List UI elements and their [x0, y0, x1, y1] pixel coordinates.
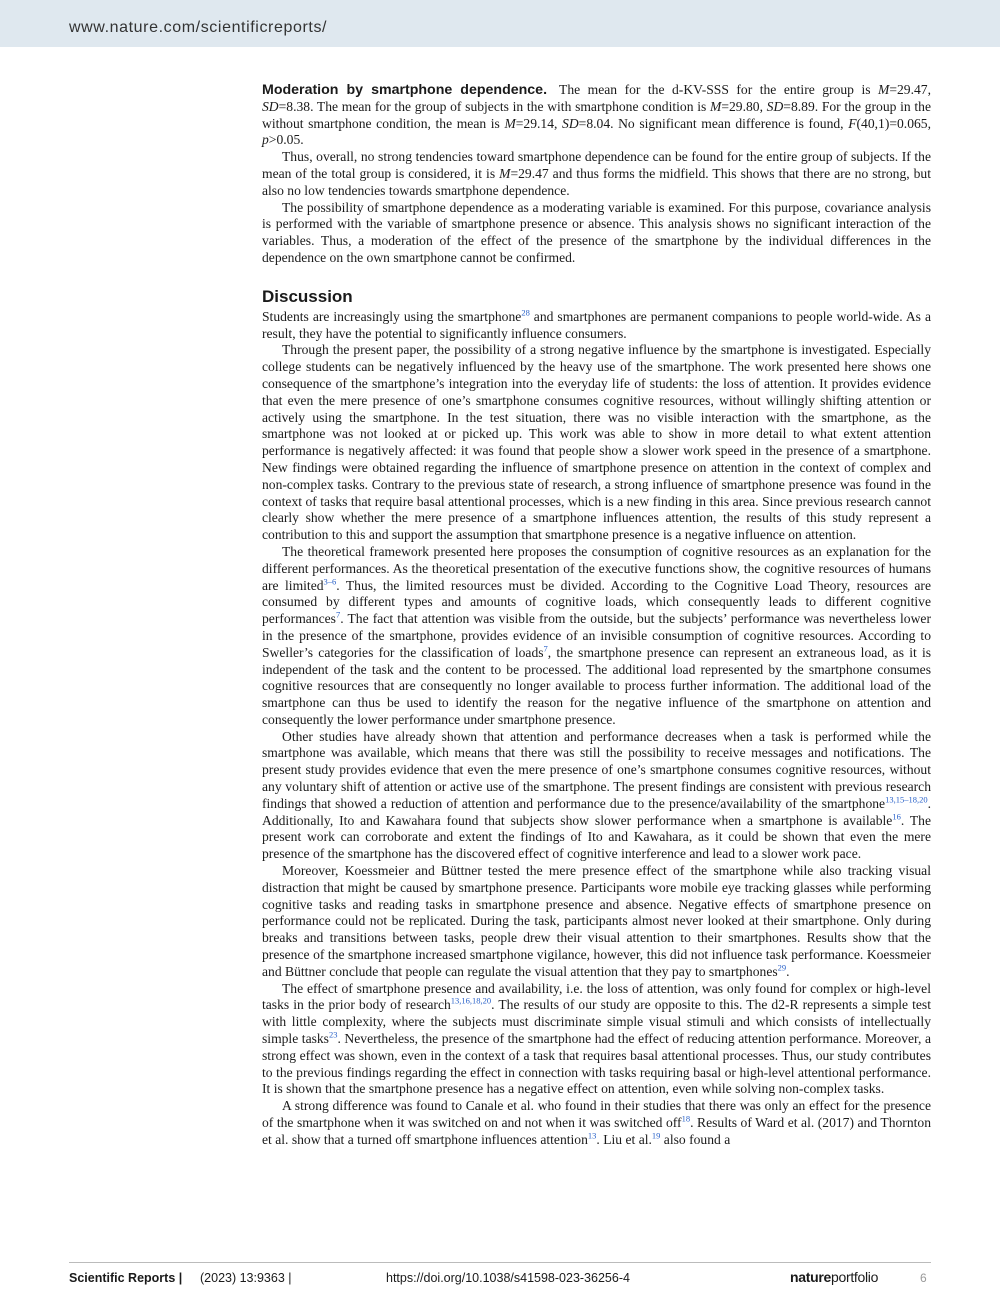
- article-body: [262, 82, 931, 1149]
- discussion-paragraph-6: The effect of smartphone presence and availability, i.e. the loss of attention, was only found for complex or high-level tasks in the prior body of research$^{13,16,18,20}$. The results of our study are opposite to this. The d2-R represents a simple test with little complexity, where the subjects must discriminate simple visual stimuli and which consists of intellectually simple tasks$^{23}$. Nevertheless, the presence of the smartphone had the effect of reducing attention performance. Moreover, a strong effect was shown, even in the context of a task that requires basal attentional processes. Thus, our study contributes to the previous findings regarding the effect in connection with tasks requiring basal or high-level attentional performance. It is shown that the smartphone presence has a negative effect on attention, even while solving non-complex tasks.: [262, 980, 931, 1097]
- journal-url[interactable]: www.nature.com/scientificreports/: [69, 19, 328, 36]
- moderation-paragraph-1: Moderation by smartphone dependence. The mean for the d-KV-SSS for the entire group is M=29.47, SD=8.38. The mean for the group of subjects in the with smartphone condition is M=29.80, SD=8.89. For the group in the without smartphone condition, the mean is M=29.14, SD=8.04. No significant mean difference is found, F(40,1)=0.065, p>0.05.: [262, 82, 931, 148]
- citation-link[interactable]: 13,16,18,20: [450, 995, 492, 1006]
- discussion-paragraph-4: Other studies have already shown that attention and performance decreases when a task is performed while the smartphone was available, which means that there was still the possibility to receive messages and notifications. The present study provides evidence that even the mere presence of one’s smartphone consumes cognitive resources, without any voluntary shift of attention or active use of the smartphone. The present findings are consistent with previous research findings that showed a reduction of attention and performance due to the presence/availability of the smartphone$^{13,15-18,20}$. Additionally, Ito and Kawahara found that subjects show slower performance when a smartphone is available$^{16}$. The present work can corroborate and extent the findings of Ito and Kawahara, as it could be shown that even the mere presence of the smartphone has the discovered effect of cognitive interference and lead to a slower work pace.: [262, 728, 932, 862]
- citation-link[interactable]: 16: [892, 811, 901, 822]
- footer-doi-link[interactable]: https://doi.org/10.1038/s41598-023-36256-4: [386, 1271, 630, 1285]
- moderation-paragraph-2: Thus, overall, no strong tendencies toward smartphone dependence can be found for the entire group of subjects. If the mean of the total group is considered, it is M=29.47 and thus forms the midfield. This shows that there are no strong, but also no low tendencies towards smartphone dependence.: [262, 149, 931, 198]
- discussion-paragraph-3: The theoretical framework presented here proposes the consumption of cognitive resources as an explanation for the different performances. As the theoretical presentation of the executive functions show, the cognitive resources of humans are limited$^{3-6}$. Thus, the limited resources must be divided. According to the Cognitive Load Theory, resources are consumed by different types and amounts of cognitive loads, which consequently leads to different cognitive performances$^7$. The fact that attention was visible from the outside, but the subjects’ performance was nevertheless lower in the presence of the smartphone, provides evidence of an invisible consumption of cognitive resources. According to Sweller’s categories for the classification of loads$^7$, the smartphone presence can represent an extraneous load, as it is independent of the task and the content to be processed. The additional load represented by the smartphone consumes cognitive resources that are consequently no longer available to process further information. The additional load of the smartphone can thus be used to identify the reason for the negative influence of the smartphone on attention and consequently the lower performance under smartphone presence.: [262, 543, 932, 727]
- journal-header-bar: [0, 0, 1000, 47]
- footer-journal: Scientific Reports |: [69, 1271, 183, 1285]
- footer-divider: [69, 1262, 931, 1263]
- discussion-paragraph-1: Students are increasingly using the smartphone$^{28}$ and smartphones are permanent companions to people world-wide. As a result, they have the potential to significantly influence consumers.: [262, 307, 931, 341]
- page-number: 6: [920, 1271, 927, 1285]
- page-footer: [0, 1262, 1000, 1292]
- nature-portfolio-logo: natureportfolio: [790, 1269, 879, 1285]
- citation-link[interactable]: 29: [777, 962, 787, 973]
- discussion-paragraph-5: Moreover, Koessmeier and Büttner tested the mere presence effect of the smartphone while also tracking visual distraction that might be caused by smartphone presence. Participants wore mobile eye tracking glasses while performing cognitive tasks and reading tasks in smartphone presence and absence. Negative effects of smartphone presence on performance could not be replicated. During the task, participants almost never looked at their smartphone. Only during breaks and transitions between tasks, people drew their visual attention to their smartphones. Results show that the presence of the smartphone increased smartphone vigilance, however, this did not influence task performance. Koessmeier and Büttner conclude that people can regulate the visual attention that they pay to smartphones$^{29}$.: [262, 863, 931, 979]
- citation-link[interactable]: 18: [681, 1113, 691, 1124]
- citation-link[interactable]: 23: [328, 1029, 338, 1040]
- discussion-paragraph-2: Through the present paper, the possibility of a strong negative influence by the smartphone is investigated. Especially college students can be negatively influenced by the heavy use of the smartphone. The work presented here shows one consequence of the smartphone’s integration into the everyday life of students: the loss of attention. It provides evidence that even the mere presence of one’s smartphone consumes cognitive resources, without willingly shifting attention or actively using the smartphone. In the test situation, there was no visible interaction with the smartphone, as the smartphone was not looked at or picked up. This work was able to show in more detail to what extent attention performance is negatively affected: it was found that people show a slower work speed in the presence of a smartphone. New findings were obtained regarding the influence of smartphone presence on attention in the context of complex and non-complex tasks. Contrary to the previous state of research, a strong influence of smartphone presence was found in the context of tasks that require basal attentional processes, which is a new finding in this area. Since previous research cannot clearly show whether the mere presence of a smartphone influences attention, the results of this study represent a contribution to this and support the assumption that smartphone presence is a negative influence on attention.: [262, 342, 931, 543]
- moderation-paragraph-3: The possibility of smartphone dependence as a moderating variable is examined. For this purpose, covariance analysis is performed with the variable of smartphone presence or absence. This analysis shows no significant interaction of the variables. Thus, a moderation of the effect of the presence of the smartphone by the individual differences in the dependence on the own smartphone cannot be confirmed.: [262, 199, 931, 265]
- discussion-paragraph-7: A strong difference was found to Canale et al. who found in their studies that there was only an effect for the presence of the smartphone when it was switched on and not when it was switched off$^{18}$. Results of Ward et al. (2017) and Thornton et al. show that a turned off smartphone influences attention$^{13}$. Liu et al.$^{19}$ also found a: [262, 1098, 931, 1147]
- discussion-heading: Discussion: [262, 286, 353, 306]
- citation-link[interactable]: 19: [651, 1130, 661, 1141]
- footer-volume: (2023) 13:9363 |: [200, 1271, 292, 1285]
- citation-link[interactable]: 28: [521, 307, 530, 318]
- citation-link[interactable]: 13,15–18,20: [885, 794, 928, 805]
- citation-link[interactable]: 3–6: [323, 575, 337, 586]
- citation-link[interactable]: 7: [335, 609, 341, 620]
- citation-link[interactable]: 13: [587, 1130, 597, 1141]
- runin-heading-moderation: Moderation by smartphone dependence.: [262, 82, 548, 98]
- citation-link[interactable]: 7: [543, 643, 548, 654]
